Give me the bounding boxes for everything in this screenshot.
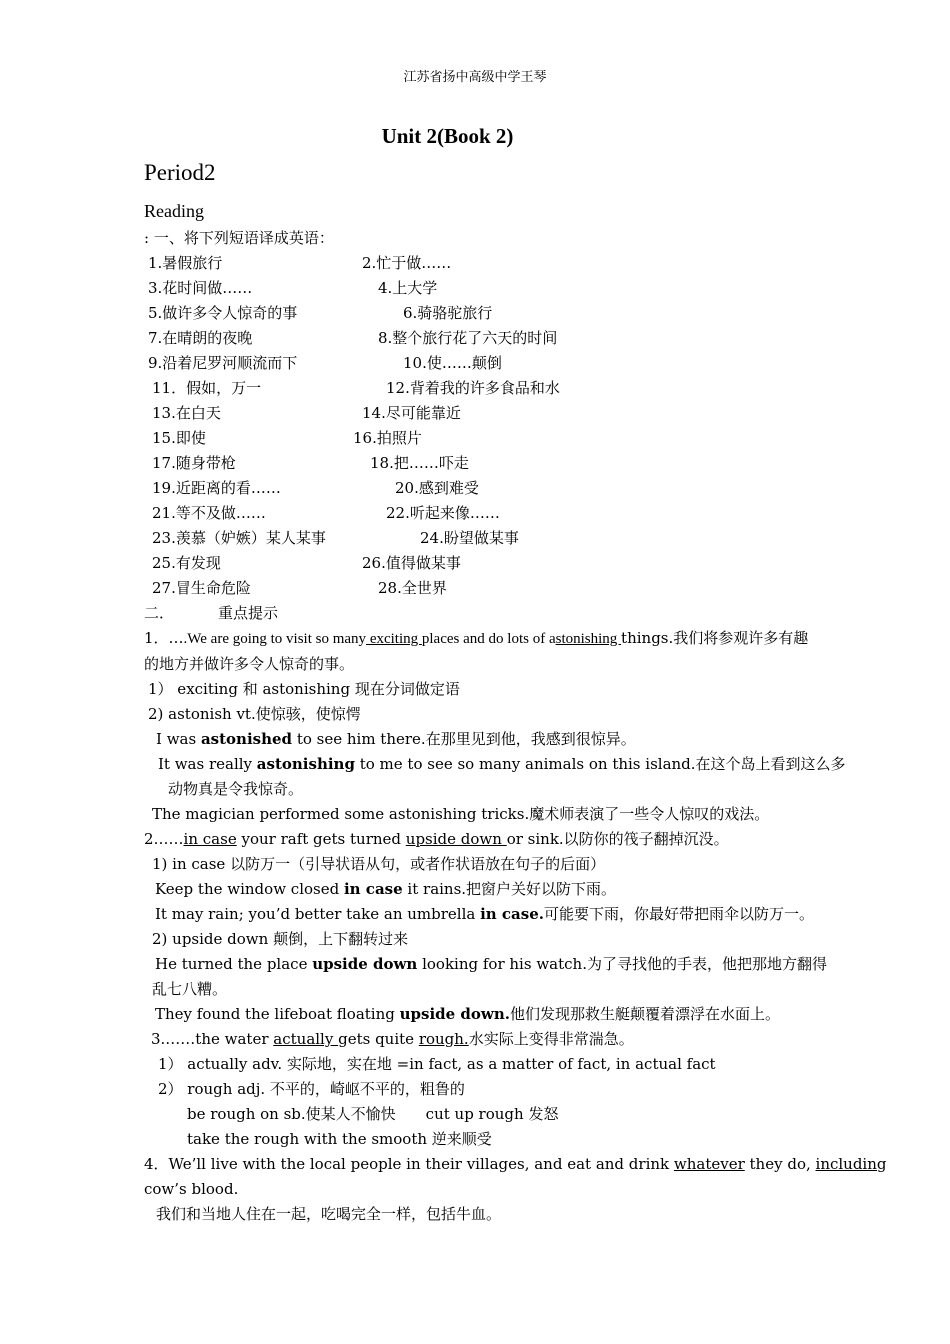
note: 2） rough adj. 不平的，崎岖不平的，粗鲁的	[158, 1080, 465, 1098]
phrase-item: 19.近距离的看……	[152, 479, 281, 497]
phrase-item: 3.花时间做……	[148, 279, 253, 297]
point-4-cont: cow’s blood.	[144, 1180, 239, 1198]
phrase-item: 6.骑骆驼旅行	[403, 304, 493, 322]
translation: 我们和当地人住在一起，吃喝完全一样，包括牛血。	[156, 1205, 502, 1223]
phrase-item: 22.听起来像……	[386, 504, 500, 522]
example-sentence-cont: 乱七八糟。	[152, 980, 228, 998]
phrase-row	[144, 551, 814, 576]
phrase-row	[144, 401, 814, 426]
example-sentence: He turned the place upside down looking for his watch.为了寻找他的手表，他把那地方翻得	[155, 955, 827, 973]
example-sentence: I was astonished to see him there.在那里见到他，我感到很惊异。	[156, 730, 636, 748]
point-4: 4．We’ll live with the local people in their villages, and eat and drink whatever they do, including	[144, 1155, 887, 1173]
example-sentence-cont: 动物真是令我惊奇。	[168, 780, 304, 798]
phrase-item: 23.羡慕（妒嫉）某人某事	[152, 529, 326, 547]
phrase-item: 28.全世界	[378, 579, 447, 597]
page-title: Unit 2(Book 2)	[381, 124, 514, 148]
phrase-item: 8.整个旅行花了六天的时间	[378, 329, 558, 347]
phrase-item: 21.等不及做……	[152, 504, 266, 522]
note: take the rough with the smooth 逆来顺受	[187, 1130, 492, 1148]
note: 2) astonish vt.使惊骇，使惊愕	[148, 705, 361, 723]
section1-heading: : 一、将下列短语译成英语：	[144, 229, 334, 247]
phrase-row	[144, 501, 814, 526]
phrase-item: 9.沿着尼罗河顺流而下	[148, 354, 298, 372]
example-sentence: They found the lifeboat floating upside down.他们发现那救生艇颠覆着漂浮在水面上。	[155, 1005, 780, 1023]
phrase-item: 15.即使	[152, 429, 206, 447]
phrase-row	[144, 526, 814, 551]
phrase-row	[144, 326, 814, 351]
phrase-item: 4.上大学	[378, 279, 438, 297]
phrase-item: 20.感到难受	[395, 479, 479, 497]
phrase-item: 2.忙于做……	[362, 254, 452, 272]
phrase-row	[144, 426, 814, 451]
phrase-item: 16.拍照片	[353, 429, 422, 447]
phrase-list	[144, 251, 814, 601]
phrase-item: 12.背着我的许多食品和水	[386, 379, 560, 397]
phrase-item: 27.冒生命危险	[152, 579, 251, 597]
phrase-item: 14.尽可能靠近	[362, 404, 461, 422]
note: 2) upside down 颠倒，上下翻转过来	[152, 930, 409, 948]
phrase-item: 17.随身带枪	[152, 454, 236, 472]
phrase-item: 26.值得做某事	[362, 554, 461, 572]
phrase-row	[144, 251, 814, 276]
phrase-item: 7.在晴朗的夜晚	[148, 329, 253, 347]
reading-heading: Reading	[144, 201, 204, 221]
phrase-row	[144, 576, 814, 601]
phrase-row	[144, 376, 814, 401]
point-2: 2……in case your raft gets turned upside down or sink.以防你的筏子翻掉沉没。	[144, 830, 729, 848]
content	[144, 226, 887, 1227]
point-1: 1．….We are going to visit so many exciting places and do lots of astonishing things.我们将参观许多有趣的地方并做许多令人惊奇的事。	[144, 629, 809, 673]
example-sentence: Keep the window closed in case it rains.把窗户关好以防下雨。	[155, 880, 617, 898]
phrase-item: 18.把……吓走	[370, 454, 469, 472]
point-3: 3.……the water actually gets quite rough.水实际上变得非常湍急。	[151, 1030, 634, 1048]
phrase-item: 13.在白天	[152, 404, 221, 422]
period-heading: Period2	[144, 160, 216, 185]
phrase-item: 10.使……颠倒	[403, 354, 502, 372]
example-sentence: It was really astonishing to me to see so many animals on this island.在这个岛上看到这么多	[158, 755, 846, 773]
note: 1） actually adv. 实际地，实在地 =in fact, as a matter of fact, in actual fact	[158, 1055, 716, 1073]
phrase-item: 1.暑假旅行	[148, 254, 223, 272]
page-header: 江苏省扬中高级中学王琴	[403, 70, 547, 85]
phrase-item: 24.盼望做某事	[420, 529, 519, 547]
phrase-row	[144, 451, 814, 476]
example-sentence: The magician performed some astonishing tricks.魔术师表演了一些令人惊叹的戏法。	[152, 805, 770, 823]
phrase-item: 11．假如，万一	[152, 379, 262, 397]
phrase-row	[144, 276, 814, 301]
note: 1) in case 以防万一（引导状语从句，或者作状语放在句子的后面）	[152, 855, 606, 873]
phrase-item: 25.有发现	[152, 554, 221, 572]
phrase-row	[144, 301, 814, 326]
example-sentence: It may rain; you’d better take an umbrella in case.可能要下雨，你最好带把雨伞以防万一。	[155, 905, 814, 923]
phrase-row	[144, 476, 814, 501]
phrase-row	[144, 351, 814, 376]
note: be rough on sb.使某人不愉快 cut up rough 发怒	[187, 1105, 559, 1123]
note: 1） exciting 和 astonishing 现在分词做定语	[148, 680, 460, 698]
section2-heading: 二． 重点提示	[144, 604, 279, 622]
phrase-item: 5.做许多令人惊奇的事	[148, 304, 298, 322]
